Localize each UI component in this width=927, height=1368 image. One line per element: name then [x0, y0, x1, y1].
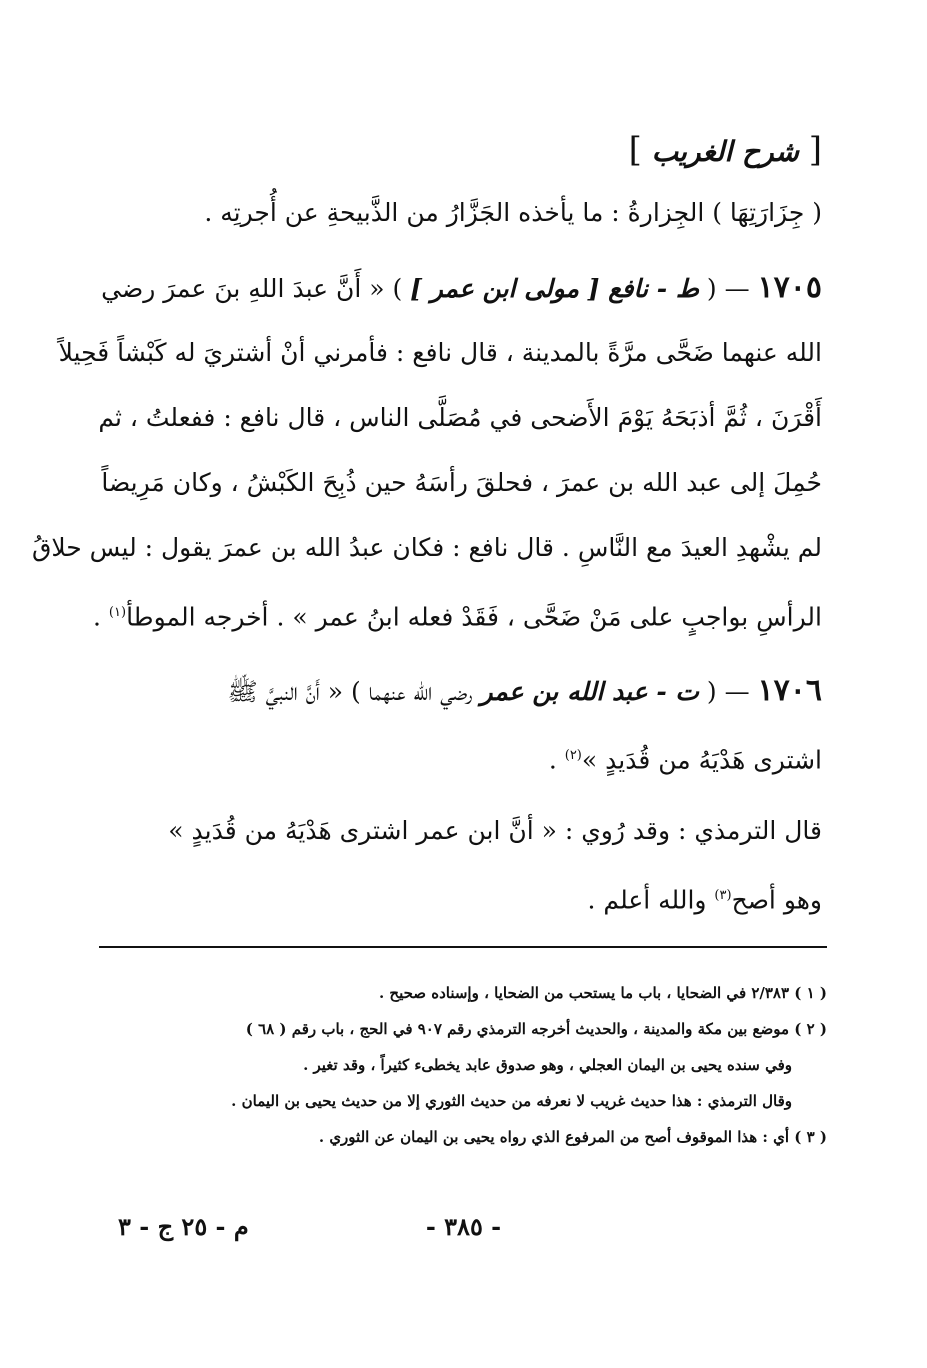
hadith-1706-dash: — ( — [698, 677, 758, 706]
hadith-1706-line-1-rest: رضي الله عنهما ) « أَنَّ النبيَّ ﷺ — [227, 677, 481, 706]
tirmidhi-line-2-b: والله أعلم . — [587, 885, 715, 915]
hadith-1705-dash: — ( — [698, 274, 758, 303]
footnote-2-cont-1: وفي سنده يحيى بن اليمان العجلي ، وهو صدوق عابد يخطىء كثيراً ، وقد تغير . — [303, 1056, 792, 1074]
hadith-1705-line-6 — [93, 580, 822, 645]
hadith-1705-line-6-text: الرأسِ بواجبٍ على مَنْ ضَحَّى ، فَقَدْ فعله ابنُ عمر » . أخرجه الموطأ — [126, 602, 822, 632]
printer-signature: م - ٢٥ ج - ٣ — [118, 1212, 249, 1241]
hadith-1705-line-5: لم يشْهدِ العيدَ مع النَّاسِ . قال نافع : فكان عبدُ الله بن عمرَ يقول : ليس حلاقُ — [31, 533, 822, 562]
footnote-ref-3: (٣) — [714, 888, 732, 903]
tirmidhi-comment — [102, 798, 822, 928]
hadith-1705-line-3: أَقْرَنَ ، ثُمَّ أذبَحَهُ يَوْمَ الأَضحى في مُصَلَّى الناس ، قال نافع : ففعلتُ ، ثم — [98, 403, 822, 432]
heading-close-bracket: ] — [628, 130, 642, 170]
hadith-1705 — [31, 255, 822, 645]
section-heading — [629, 130, 822, 170]
footnote-1: ( ١ ) ٢/٣٨٣ في الضحايا ، باب ما يستحب من الضحايا ، وإسناده صحيح . — [378, 984, 827, 1002]
footnote-ref-1: (١) — [108, 605, 127, 620]
hadith-1705-line-1 — [102, 255, 822, 320]
hadith-1706-number: ١٧٠٦ — [757, 673, 822, 708]
footnote-separator — [99, 946, 827, 948]
footnote-ref-2: (٢) — [564, 748, 582, 763]
hadith-1706-line-2-text: اشترى هَدْيَهُ من قُدَيدٍ » — [581, 745, 822, 775]
hadith-1706-source: ت - عبد الله بن عمر — [480, 677, 699, 706]
hadith-1705-number: ١٧٠٥ — [757, 270, 822, 305]
gloss-line: ( جِزَارَتِهَا ) الجِزارةُ : ما يأخذه الجَزَّارُ من الذَّبيحةِ عن أُجرتِه . — [204, 198, 822, 227]
tirmidhi-line-2-a: وهو أصح — [731, 885, 822, 915]
heading-open-bracket: [ — [808, 130, 822, 170]
hadith-1706 — [102, 658, 822, 788]
hadith-1706-line-2 — [102, 723, 822, 788]
hadith-1705-end: . — [93, 602, 109, 632]
hadith-1706-end: . — [548, 745, 565, 775]
footnote-3: ( ٣ ) أي : هذا الموقوف أصح من المرفوع الذي رواه يحيى بن اليمان عن الثوري . — [318, 1128, 827, 1146]
heading-text: شرح الغريب — [651, 135, 799, 168]
footnote-2-cont-2: وقال الترمذي : هذا حديث غريب لا نعرفه من حديث الثوري إلا من حديث يحيى بن اليمان . — [231, 1092, 792, 1110]
footnote-2: ( ٢ ) موضع بين مكة والمدينة ، والحديث أخرجه الترمذي رقم ٩٠٧ في الحج ، باب رقم ( ٦٨ ) — [245, 1020, 827, 1038]
page-number: - ٣٨٥ - — [425, 1212, 502, 1241]
hadith-1705-source: ط - نافع [ مولى ابن عمر ] — [410, 274, 699, 303]
hadith-1706-line-1 — [102, 658, 822, 723]
hadith-1705-line-2: الله عنهما ضَحَّى مرَّةً بالمدينة ، قال نافع : فأمرني أنْ أشتريَ له كَبْشاً فَحِيلاً — [58, 338, 822, 367]
gloss-paragraph — [102, 180, 822, 245]
footnotes — [99, 975, 827, 1155]
tirmidhi-line-2 — [102, 863, 822, 928]
tirmidhi-line-1: قال الترمذي : وقد رُوي : « أنَّ ابن عمر اشترى هَدْيَهُ من قُدَيدٍ » — [168, 816, 822, 845]
hadith-1705-line-4: حُمِلَ إلى عبد الله بن عمرَ ، فحلقَ رأسَهُ حين ذُبِحَ الكَبْشُ ، وكان مَرِيضاً — [101, 468, 822, 497]
hadith-1705-line-1-rest: ) « أَنَّ عبدَ اللهِ بنَ عمرَ رضي — [101, 274, 411, 303]
